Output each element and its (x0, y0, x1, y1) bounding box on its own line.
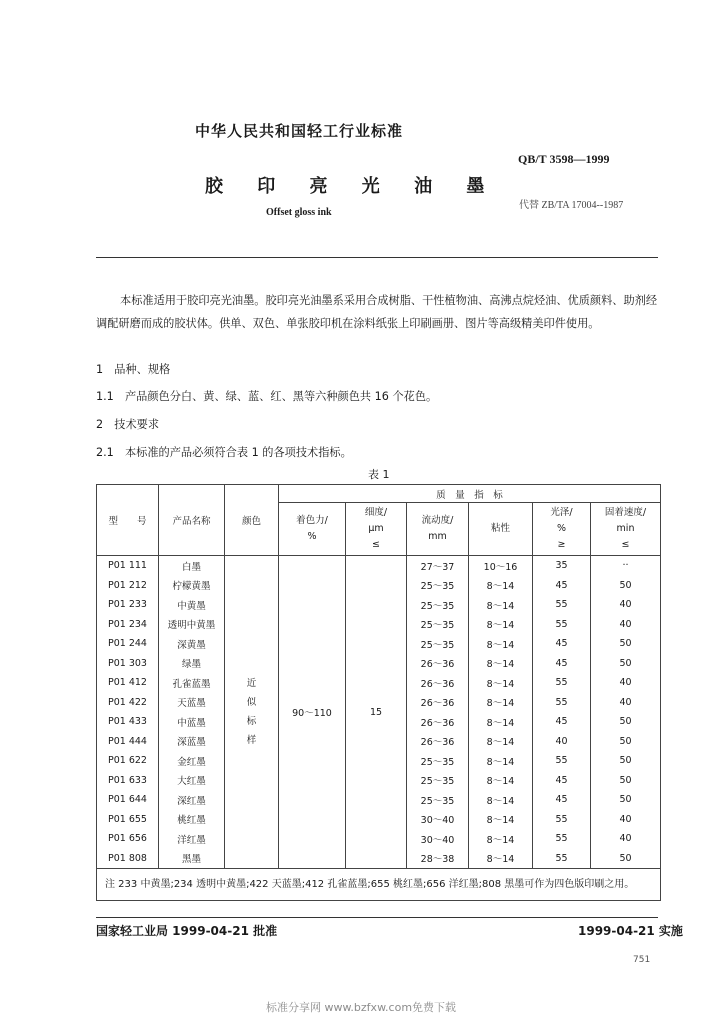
cell-viscosity: 8～14 (469, 654, 533, 674)
cell-fineness-merged: 15 (346, 556, 407, 869)
standard-code: QB/T 3598—1999 (518, 152, 610, 166)
english-title: Offset gloss ink (266, 207, 332, 218)
cell-gloss: 55 (533, 693, 591, 713)
cell-name: 中黄墨 (159, 595, 225, 615)
cell-gloss: 55 (533, 810, 591, 830)
cell-type: P01 656 (97, 829, 159, 849)
cell-gloss: 55 (533, 673, 591, 693)
cell-viscosity: 8～14 (469, 790, 533, 810)
cell-flow: 30～40 (407, 810, 469, 830)
header-tint: 着色力/ % (279, 503, 346, 556)
cell-name: 孔雀蓝墨 (159, 673, 225, 693)
cell-dry: 50 (591, 849, 661, 869)
cell-dry: ·· (591, 556, 661, 576)
cell-gloss: 45 (533, 771, 591, 791)
cell-flow: 25～35 (407, 751, 469, 771)
cell-viscosity: 8～14 (469, 634, 533, 654)
effective-date: 1999-04-21 实施 (578, 924, 683, 938)
cell-gloss: 45 (533, 634, 591, 654)
page-number: 751 (633, 955, 651, 965)
cell-type: P01 433 (97, 712, 159, 732)
cell-name: 黑墨 (159, 849, 225, 869)
table-row (97, 556, 661, 576)
cell-type: P01 622 (97, 751, 159, 771)
cell-dry: 50 (591, 712, 661, 732)
cell-viscosity: 10～16 (469, 556, 533, 576)
cell-flow: 25～35 (407, 790, 469, 810)
cell-gloss: 55 (533, 615, 591, 635)
cell-flow: 28～38 (407, 849, 469, 869)
cell-tint-merged: 90～110 (279, 556, 346, 869)
cell-dry: 40 (591, 595, 661, 615)
header-viscosity: 粘性 (469, 503, 533, 556)
header-dry: 固着速度/ min ≤ (591, 503, 661, 556)
clause-2-1: 2.1 本标准的产品必须符合表 1 的各项技术指标。 (96, 446, 352, 459)
cell-dry: 50 (591, 576, 661, 596)
cell-type: P01 212 (97, 576, 159, 596)
cell-name: 深蓝墨 (159, 732, 225, 752)
cell-flow: 26～36 (407, 712, 469, 732)
section-1-heading: 1 品种、规格 (96, 363, 171, 376)
cell-viscosity: 8～14 (469, 615, 533, 635)
cell-type: P01 244 (97, 634, 159, 654)
cell-flow: 26～36 (407, 673, 469, 693)
cell-dry: 50 (591, 751, 661, 771)
cell-name: 金红墨 (159, 751, 225, 771)
cell-gloss: 55 (533, 595, 591, 615)
cell-viscosity: 8～14 (469, 693, 533, 713)
cell-name: 透明中黄墨 (159, 615, 225, 635)
section-2-heading: 2 技术要求 (96, 418, 160, 431)
cell-viscosity: 8～14 (469, 771, 533, 791)
spec-table (96, 484, 661, 901)
cell-name: 柠檬黄墨 (159, 576, 225, 596)
header-name: 产品名称 (159, 485, 225, 556)
cell-gloss: 55 (533, 751, 591, 771)
cell-gloss: 45 (533, 712, 591, 732)
cell-gloss: 55 (533, 829, 591, 849)
cell-name: 深红墨 (159, 790, 225, 810)
cell-flow: 30～40 (407, 829, 469, 849)
cell-flow: 26～36 (407, 654, 469, 674)
cell-dry: 50 (591, 790, 661, 810)
cell-gloss: 35 (533, 556, 591, 576)
cell-name: 深黄墨 (159, 634, 225, 654)
cell-type: P01 233 (97, 595, 159, 615)
document-title: 胶 印 亮 光 油 墨 (205, 176, 499, 197)
header-color: 颜色 (225, 485, 279, 556)
cell-viscosity: 8～14 (469, 849, 533, 869)
cell-color-merged: 近 似 标 样 (225, 556, 279, 869)
header-rule (96, 257, 658, 258)
cell-name: 桃红墨 (159, 810, 225, 830)
cell-viscosity: 8～14 (469, 810, 533, 830)
cell-flow: 25～35 (407, 576, 469, 596)
cell-viscosity: 8～14 (469, 829, 533, 849)
cell-dry: 40 (591, 673, 661, 693)
header-fineness: 细度/ μm ≤ (346, 503, 407, 556)
cell-flow: 25～35 (407, 595, 469, 615)
cell-viscosity: 8～14 (469, 576, 533, 596)
cell-type: P01 303 (97, 654, 159, 674)
cell-viscosity: 8～14 (469, 712, 533, 732)
approval-line: 国家轻工业局 1999-04-21 批准 (96, 924, 278, 938)
cell-viscosity: 8～14 (469, 732, 533, 752)
cell-type: P01 412 (97, 673, 159, 693)
header-quality-group: 质 量 指 标 (279, 485, 661, 503)
cell-gloss: 40 (533, 732, 591, 752)
intro-paragraph: 本标准适用于胶印亮光油墨。胶印亮光油墨系采用合成树脂、干性植物油、高沸点烷烃油、优质颜料、助剂经调配研磨而成的胶状体。供单、双色、单张胶印机在涂料纸张上印刷画册、图片等高级精美印件使用。 (96, 294, 658, 330)
table-caption: 表 1 (368, 468, 390, 481)
cell-flow: 25～35 (407, 771, 469, 791)
cell-viscosity: 8～14 (469, 595, 533, 615)
cell-flow: 25～35 (407, 634, 469, 654)
cell-name: 大红墨 (159, 771, 225, 791)
cell-type: P01 633 (97, 771, 159, 791)
cell-type: P01 234 (97, 615, 159, 635)
cell-dry: 50 (591, 771, 661, 791)
watermark: 标准分享网 www.bzfxw.com免费下载 (265, 1001, 457, 1014)
cell-dry: 40 (591, 615, 661, 635)
cell-type: P01 655 (97, 810, 159, 830)
cell-name: 洋红墨 (159, 829, 225, 849)
footer-rule (96, 917, 658, 918)
cell-gloss: 45 (533, 654, 591, 674)
cell-name: 中蓝墨 (159, 712, 225, 732)
cell-flow: 26～36 (407, 732, 469, 752)
cell-name: 天蓝墨 (159, 693, 225, 713)
cell-type: P01 444 (97, 732, 159, 752)
cell-type: P01 808 (97, 849, 159, 869)
cell-name: 白墨 (159, 556, 225, 576)
cell-dry: 50 (591, 732, 661, 752)
cell-viscosity: 8～14 (469, 751, 533, 771)
cell-name: 绿墨 (159, 654, 225, 674)
cell-dry: 50 (591, 634, 661, 654)
cell-gloss: 45 (533, 790, 591, 810)
header-flow: 流动度/ mm (407, 503, 469, 556)
header-type: 型 号 (97, 485, 159, 556)
cell-gloss: 45 (533, 576, 591, 596)
cell-flow: 26～36 (407, 693, 469, 713)
cell-flow: 25～35 (407, 615, 469, 635)
replaces-note: 代替 ZB/TA 17004--1987 (519, 200, 624, 211)
cell-viscosity: 8～14 (469, 673, 533, 693)
cell-dry: 40 (591, 810, 661, 830)
cell-dry: 40 (591, 693, 661, 713)
clause-1-1: 1.1 产品颜色分白、黄、绿、蓝、红、黑等六种颜色共 16 个花色。 (96, 390, 438, 403)
table-note: 注 233 中黄墨;234 透明中黄墨;422 天蓝墨;412 孔雀蓝墨;655 桃红墨;656 洋红墨;808 黑墨可作为四色版印刷之用。 (97, 869, 661, 901)
header-gloss: 光泽/ % ≥ (533, 503, 591, 556)
cell-type: P01 422 (97, 693, 159, 713)
cell-gloss: 55 (533, 849, 591, 869)
cell-type: P01 644 (97, 790, 159, 810)
cell-dry: 40 (591, 829, 661, 849)
standard-org-heading: 中华人民共和国轻工行业标准 (195, 122, 404, 140)
cell-type: P01 111 (97, 556, 159, 576)
cell-flow: 27～37 (407, 556, 469, 576)
cell-dry: 50 (591, 654, 661, 674)
